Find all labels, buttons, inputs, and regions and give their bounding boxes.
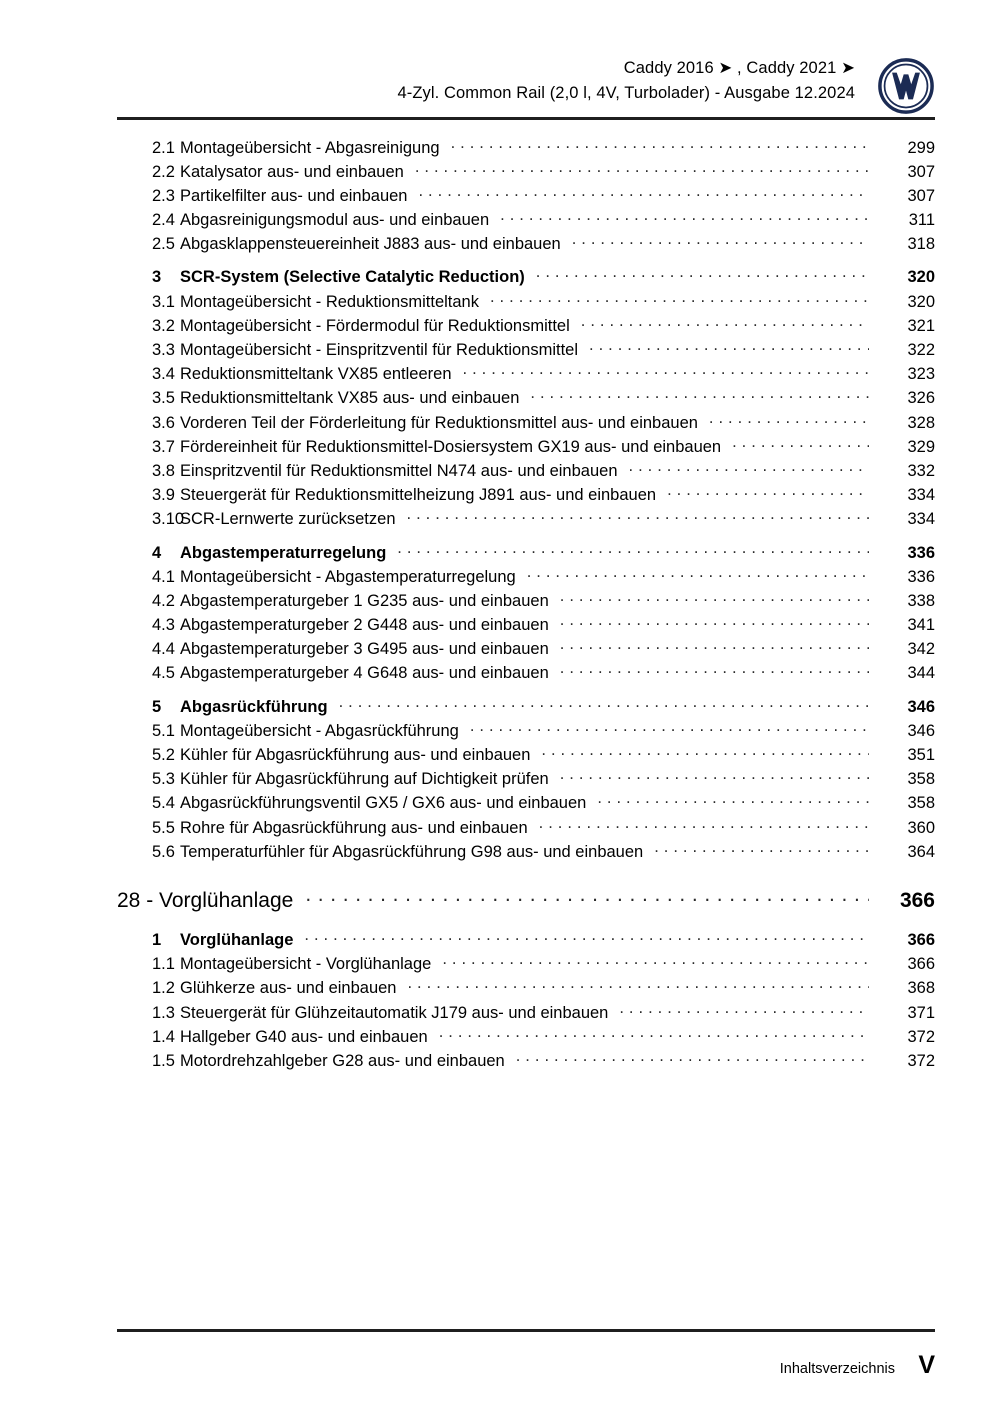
toc-entry-row[interactable] bbox=[117, 1049, 935, 1073]
dot-leader bbox=[709, 411, 869, 428]
toc-entry-row[interactable] bbox=[117, 290, 935, 314]
toc-entry-title: Einspritzventil für Reduktionsmittel N474 aus- und einbauen bbox=[180, 461, 618, 480]
toc-entry-title: SCR-Lernwerte zurücksetzen bbox=[180, 510, 396, 529]
toc-entry-row[interactable] bbox=[117, 314, 935, 338]
toc-entry-title: Glühkerze aus- und einbauen bbox=[180, 979, 397, 998]
toc-page-number: 366 bbox=[907, 955, 935, 974]
toc-page-number: 346 bbox=[907, 721, 935, 740]
dot-leader bbox=[581, 314, 869, 331]
dot-leader bbox=[415, 160, 869, 177]
toc-entry-number: 3.10 bbox=[152, 510, 185, 529]
dot-leader bbox=[500, 209, 869, 226]
dot-leader bbox=[560, 768, 869, 785]
toc-entry-row[interactable] bbox=[117, 136, 935, 160]
toc-section-row[interactable] bbox=[117, 928, 935, 952]
dot-leader bbox=[463, 363, 870, 380]
toc-entry-row[interactable] bbox=[117, 768, 935, 792]
dot-leader bbox=[619, 1001, 869, 1018]
toc-entry-number: 3.4 bbox=[152, 365, 175, 384]
toc-entry-title: Montageübersicht - Reduktionsmitteltank bbox=[180, 292, 479, 311]
toc-entry-row[interactable] bbox=[117, 363, 935, 387]
toc-page-number: 372 bbox=[907, 1027, 935, 1046]
toc-entry-row[interactable] bbox=[117, 662, 935, 686]
toc-entry-title: Katalysator aus- und einbauen bbox=[180, 162, 404, 181]
toc-entry-row[interactable] bbox=[117, 614, 935, 638]
toc-entry-row[interactable] bbox=[117, 484, 935, 508]
dot-leader bbox=[589, 339, 869, 356]
toc-entry-number: 4.1 bbox=[152, 567, 175, 586]
toc-page-number: 336 bbox=[907, 543, 935, 562]
toc-entry-number: 3.5 bbox=[152, 389, 175, 408]
toc-entry-title: Abgasreinigungsmodul aus- und einbauen bbox=[180, 211, 490, 230]
toc-entry-title: Kühler für Abgasrückführung auf Dichtigkeit prüfen bbox=[180, 770, 549, 789]
toc-entry-number: 1.5 bbox=[152, 1051, 175, 1070]
toc-entry-row[interactable] bbox=[117, 1001, 935, 1025]
toc-section-row[interactable] bbox=[117, 266, 935, 290]
toc-entry-number: 5 bbox=[152, 697, 162, 716]
toc-entry-row[interactable] bbox=[117, 387, 935, 411]
dot-leader bbox=[536, 266, 869, 283]
toc-page-number: 323 bbox=[907, 365, 935, 384]
toc-entry-number: 3 bbox=[152, 268, 162, 287]
toc-page-number: 322 bbox=[907, 341, 935, 359]
toc-page-number: 351 bbox=[907, 746, 935, 764]
toc-page-number: 299 bbox=[907, 138, 935, 157]
toc-page-number: 307 bbox=[907, 186, 935, 205]
dot-leader bbox=[667, 484, 869, 501]
toc-entry-title: Vorglühanlage bbox=[180, 930, 294, 949]
footer-label: Inhaltsverzeichnis bbox=[779, 1361, 895, 1377]
dot-leader bbox=[418, 184, 869, 201]
toc-entry-row[interactable] bbox=[117, 565, 935, 589]
toc-entry-number: 1.3 bbox=[152, 1003, 175, 1022]
toc-page-number: 346 bbox=[907, 697, 935, 716]
toc-page-number: 307 bbox=[907, 162, 935, 181]
toc-page-number: 329 bbox=[907, 437, 935, 456]
toc-entry-title: Montageübersicht - Einspritzventil für Reduktionsmittel bbox=[180, 341, 579, 359]
dot-leader bbox=[397, 541, 869, 558]
toc-entry-row[interactable] bbox=[117, 459, 935, 483]
dot-leader bbox=[407, 508, 870, 525]
toc-entry-title: Abgastemperaturregelung bbox=[180, 543, 387, 562]
toc-entry-row[interactable] bbox=[117, 977, 935, 1001]
toc-entry-row[interactable] bbox=[117, 508, 935, 532]
dot-leader bbox=[629, 459, 870, 476]
toc-entry-title: Hallgeber G40 aus- und einbauen bbox=[180, 1027, 428, 1046]
toc-entry-number: 5.2 bbox=[152, 746, 175, 764]
dot-leader bbox=[541, 744, 869, 761]
toc-page-number: 368 bbox=[907, 979, 935, 998]
toc-entry-title: Reduktionsmitteltank VX85 aus- und einbauen bbox=[180, 389, 520, 408]
toc-page-number: 318 bbox=[907, 235, 935, 254]
toc-page-number: 338 bbox=[907, 591, 935, 610]
toc-chapter-row[interactable] bbox=[117, 886, 935, 920]
dot-leader bbox=[654, 840, 869, 857]
header-engine-line: 4-Zyl. Common Rail (2,0 l, 4V, Turbolader) - Ausgabe 12.2024 bbox=[397, 84, 855, 102]
toc-page-number: 328 bbox=[907, 413, 935, 432]
toc-page-number: 360 bbox=[907, 818, 935, 837]
toc-page-number: 320 bbox=[907, 268, 935, 287]
toc-page-number: 321 bbox=[907, 316, 935, 335]
toc-entry-title: Vorderen Teil der Förderleitung für Reduktionsmittel aus- und einbauen bbox=[180, 413, 698, 432]
toc-entry-number: 4.5 bbox=[152, 664, 175, 683]
toc-section-row[interactable] bbox=[117, 541, 935, 565]
toc-entry-row[interactable] bbox=[117, 719, 935, 743]
toc-entry-title: Fördereinheit für Reduktionsmittel-Dosiersystem GX19 aus- und einbauen bbox=[180, 437, 722, 456]
dot-leader bbox=[305, 886, 869, 907]
dot-leader bbox=[439, 1025, 869, 1042]
dot-leader bbox=[597, 792, 869, 809]
toc-entry-title: Abgastemperaturgeber 3 G495 aus- und einbauen bbox=[180, 640, 549, 659]
toc-entry-title: Motordrehzahlgeber G28 aus- und einbauen bbox=[180, 1051, 505, 1070]
toc-entry-row[interactable] bbox=[117, 953, 935, 977]
dot-leader bbox=[442, 953, 869, 970]
toc-entry-number: 5.3 bbox=[152, 770, 175, 789]
toc-entry-row[interactable] bbox=[117, 792, 935, 816]
header-model-line: Caddy 2016 ➤ , Caddy 2021 ➤ bbox=[623, 59, 855, 77]
toc-entry-number: 4.4 bbox=[152, 640, 175, 659]
toc-entry-title: Abgastemperaturgeber 2 G448 aus- und einbauen bbox=[180, 616, 549, 635]
toc-page-number: 311 bbox=[908, 211, 935, 230]
toc-page-number: 358 bbox=[907, 794, 935, 813]
toc-entry-row[interactable] bbox=[117, 840, 935, 864]
dot-leader bbox=[560, 614, 869, 631]
toc-page-number: 364 bbox=[907, 842, 935, 861]
toc-entry-row[interactable] bbox=[117, 435, 935, 459]
dot-leader bbox=[339, 695, 869, 712]
toc-entry-number: 2.5 bbox=[152, 235, 175, 254]
toc-entry-row[interactable] bbox=[117, 209, 935, 233]
toc-chapter-title: 28 - Vorglühanlage bbox=[117, 889, 294, 913]
dot-leader bbox=[560, 662, 869, 679]
toc-entry-title: Partikelfilter aus- und einbauen bbox=[180, 186, 408, 205]
toc-entry-title: Montageübersicht - Abgastemperaturregelung bbox=[180, 567, 516, 586]
dot-leader bbox=[539, 816, 869, 833]
toc-page-number: 320 bbox=[907, 292, 935, 311]
dot-leader bbox=[560, 638, 869, 655]
toc-entry-number: 1.2 bbox=[152, 979, 175, 998]
toc-entry-number: 4 bbox=[152, 543, 162, 562]
toc-page-number: 358 bbox=[907, 770, 935, 789]
dot-leader bbox=[451, 136, 869, 153]
toc-entry-number: 3.7 bbox=[152, 437, 175, 456]
toc-entry-title: Steuergerät für Reduktionsmittelheizung J891 aus- und einbauen bbox=[180, 486, 657, 505]
toc-page-number: 366 bbox=[899, 889, 935, 913]
dot-leader bbox=[572, 233, 869, 250]
dot-leader bbox=[407, 977, 869, 994]
toc-entry-title: Montageübersicht - Vorglühanlage bbox=[180, 955, 432, 974]
toc-entry-row[interactable] bbox=[117, 589, 935, 613]
toc-entry-number: 2.4 bbox=[152, 211, 175, 230]
dot-leader bbox=[516, 1049, 869, 1066]
toc-page-number: 336 bbox=[907, 567, 935, 586]
vw-logo-icon bbox=[877, 57, 935, 115]
toc-entry-number: 2.3 bbox=[152, 186, 175, 205]
toc-page-number: 371 bbox=[907, 1003, 935, 1022]
footer-page-number: V bbox=[918, 1351, 935, 1379]
table-of-contents bbox=[117, 136, 935, 1074]
toc-entry-number: 4.2 bbox=[152, 591, 175, 610]
toc-entry-title: Abgasrückführung bbox=[180, 697, 328, 716]
toc-page-number: 326 bbox=[907, 389, 935, 408]
toc-entry-number: 1.4 bbox=[152, 1027, 175, 1046]
toc-entry-title: Temperaturfühler für Abgasrückführung G98 aus- und einbauen bbox=[180, 842, 644, 861]
toc-entry-number: 3.6 bbox=[152, 413, 175, 432]
dot-leader bbox=[304, 928, 869, 945]
toc-entry-row[interactable] bbox=[117, 638, 935, 662]
dot-leader bbox=[470, 719, 869, 736]
toc-page-number: 344 bbox=[907, 664, 935, 683]
toc-entry-number: 5.4 bbox=[152, 794, 175, 813]
toc-entry-number: 5.1 bbox=[152, 721, 175, 740]
toc-entry-number: 4.3 bbox=[152, 616, 175, 635]
toc-entry-number: 3.8 bbox=[152, 461, 175, 480]
dot-leader bbox=[527, 565, 869, 582]
toc-entry-title: Montageübersicht - Abgasreinigung bbox=[180, 138, 440, 157]
toc-entry-row[interactable] bbox=[117, 816, 935, 840]
toc-entry-title: Reduktionsmitteltank VX85 entleeren bbox=[180, 365, 452, 384]
toc-section-row[interactable] bbox=[117, 695, 935, 719]
toc-entry-number: 3.1 bbox=[152, 292, 175, 311]
toc-entry-title: Abgasrückführungsventil GX5 / GX6 aus- und einbauen bbox=[180, 794, 587, 813]
toc-entry-title: Abgastemperaturgeber 4 G648 aus- und einbauen bbox=[180, 664, 549, 683]
header-title-block bbox=[397, 56, 855, 106]
toc-entry-title: Steuergerät für Glühzeitautomatik J179 aus- und einbauen bbox=[180, 1003, 609, 1022]
toc-entry-row[interactable] bbox=[117, 411, 935, 435]
toc-entry-number: 3.2 bbox=[152, 316, 175, 335]
toc-entry-title: Montageübersicht - Abgasrückführung bbox=[180, 721, 459, 740]
toc-entry-title: Abgastemperaturgeber 1 G235 aus- und einbauen bbox=[180, 591, 549, 610]
toc-entry-title: Montageübersicht - Fördermodul für Reduktionsmittel bbox=[180, 316, 570, 335]
toc-entry-number: 5.5 bbox=[152, 818, 175, 837]
toc-entry-number: 2.2 bbox=[152, 162, 175, 181]
toc-entry-row[interactable] bbox=[117, 233, 935, 257]
toc-entry-row[interactable] bbox=[117, 160, 935, 184]
toc-entry-number: 2.1 bbox=[152, 138, 175, 157]
footer-divider bbox=[117, 1329, 935, 1332]
toc-entry-row[interactable] bbox=[117, 1025, 935, 1049]
dot-leader bbox=[490, 290, 869, 307]
toc-entry-title: Kühler für Abgasrückführung aus- und einbauen bbox=[180, 746, 531, 764]
toc-entry-number: 5.6 bbox=[152, 842, 175, 861]
toc-entry-number: 1 bbox=[152, 930, 162, 949]
toc-entry-number: 3.9 bbox=[152, 486, 175, 505]
toc-entry-title: Rohre für Abgasrückführung aus- und einbauen bbox=[180, 818, 528, 837]
toc-entry-number: 3.3 bbox=[152, 341, 175, 359]
toc-entry-title: Abgasklappensteuereinheit J883 aus- und einbauen bbox=[180, 235, 561, 254]
toc-page-number: 332 bbox=[907, 461, 935, 480]
header-divider bbox=[117, 117, 935, 120]
toc-page-number: 341 bbox=[907, 616, 935, 635]
dot-leader bbox=[530, 387, 869, 404]
page-footer bbox=[117, 1340, 935, 1380]
page-header bbox=[117, 56, 935, 118]
dot-leader bbox=[560, 589, 869, 606]
dot-leader bbox=[732, 435, 869, 452]
toc-entry-title: SCR-System (Selective Catalytic Reduction) bbox=[180, 268, 525, 287]
toc-page-number: 334 bbox=[907, 510, 935, 529]
toc-page-number: 342 bbox=[907, 640, 935, 659]
toc-entry-row[interactable] bbox=[117, 339, 935, 363]
toc-page-number: 334 bbox=[907, 486, 935, 505]
toc-entry-row[interactable] bbox=[117, 184, 935, 208]
toc-page-number: 372 bbox=[907, 1051, 935, 1070]
toc-page-number: 366 bbox=[907, 930, 935, 949]
toc-entry-number: 1.1 bbox=[152, 955, 175, 974]
toc-entry-row[interactable] bbox=[117, 744, 935, 768]
